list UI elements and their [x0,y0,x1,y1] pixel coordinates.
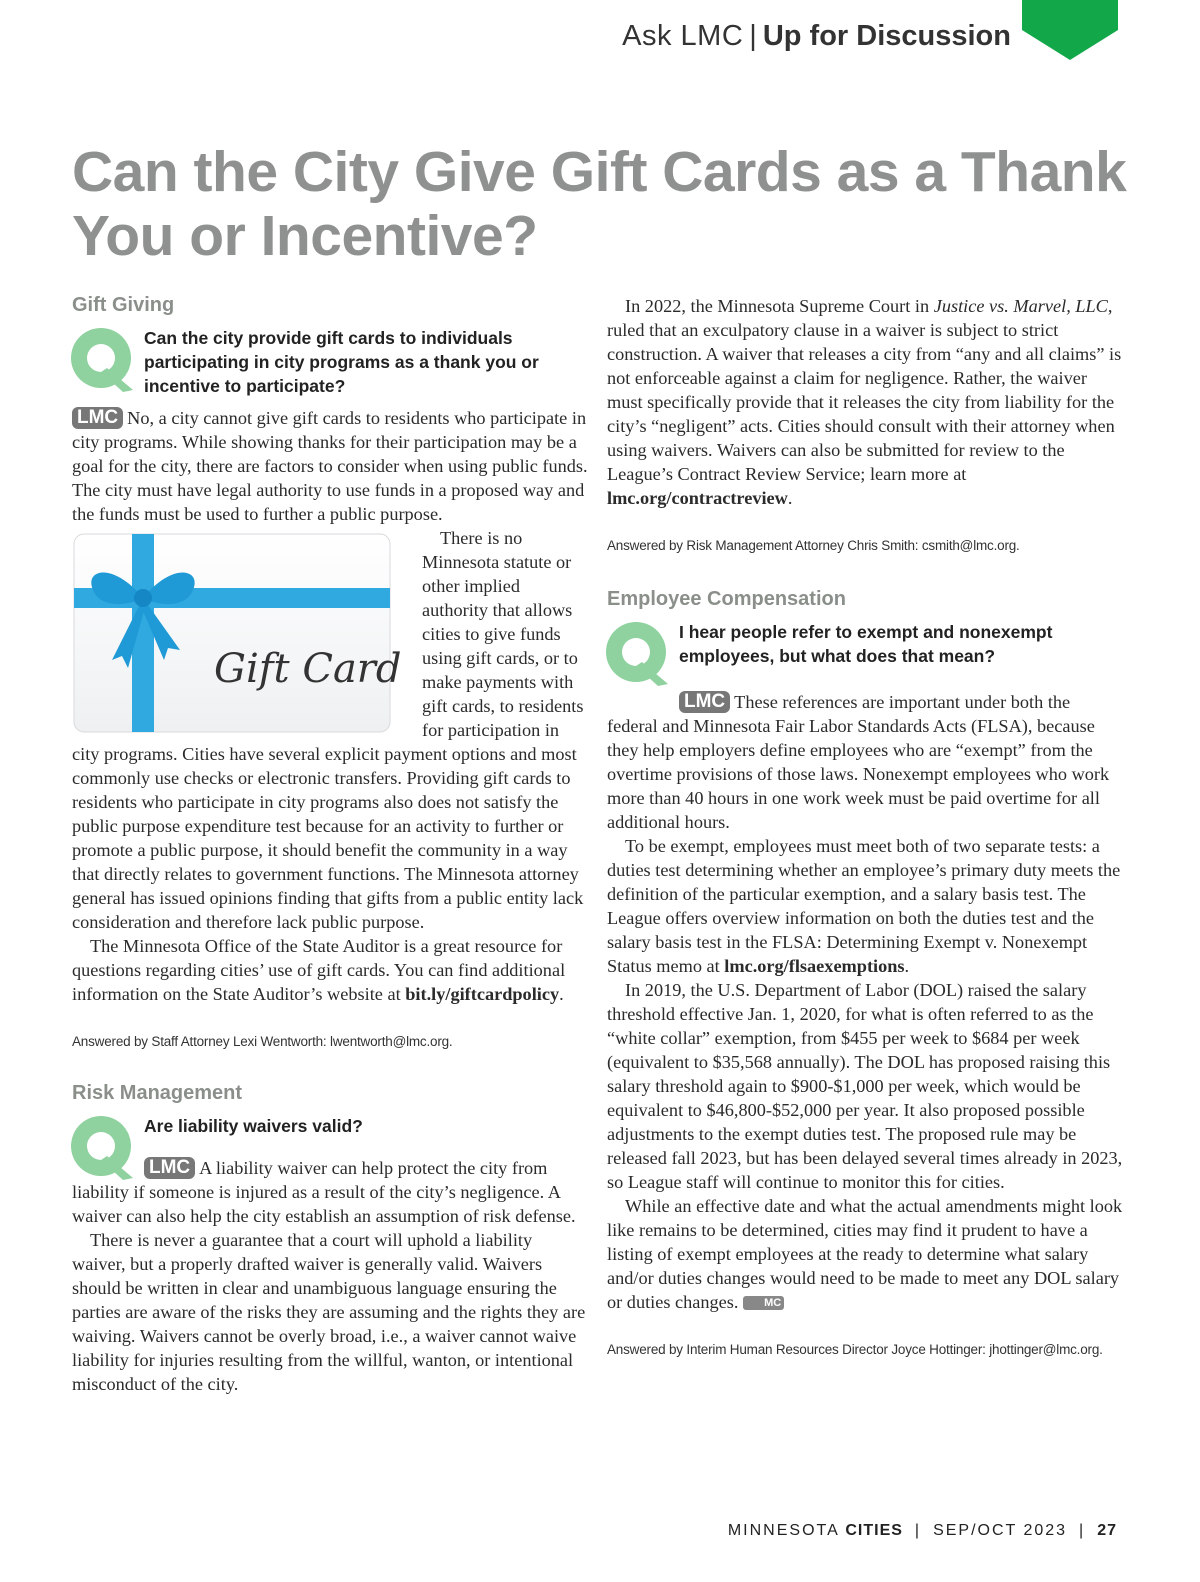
lmc-badge: LMC [72,407,123,429]
page-number: 27 [1097,1522,1117,1539]
comp-paragraph-4 [607,1194,1125,1314]
page-footer: MINNESOTA CITIES | SEP/OCT 2023 | 27 [727,1522,1117,1539]
giftcard-policy-link[interactable]: bit.ly/giftcardpolicy [405,984,560,1004]
comp-p4-text: While an effective date and what the actual amendments might look like remains to be determined, cities may find it prudent to have a listing of exempt employees at the ready to determine what salary and/or duties changes would need to be made to meet any DOL salary or duties changes. [607,1196,1123,1312]
section-heading-gift-giving: Gift Giving [72,294,175,316]
end-mark-icon: MC [743,1296,784,1310]
gift-giving-p3-text: The Minnesota Office of the State Auditor is a great resource for questions regarding cities’ use of gift cards. You can find additional information on the State Auditor’s website at [72,936,566,1004]
header-section: Ask LMC [622,20,744,52]
question-gift-giving [72,326,588,398]
right-column [607,294,1125,1362]
lmc-badge: LMC [144,1157,195,1179]
answer-employee-compensation [607,690,1125,834]
lmc-badge: LMC [679,691,730,713]
header-subsection: Up for Discussion [762,20,1011,52]
question-text: Can the city provide gift cards to individuals participating in city programs as a thank you or incentive to participate? [144,328,539,396]
question-risk-management [72,1114,588,1150]
question-text: I hear people refer to exempt and nonexempt employees, but what does that mean? [679,622,1053,666]
credit-gift-giving: Answered by Staff Attorney Lexi Wentworth: lwentworth@lmc.org. [72,1034,453,1049]
question-text: Are liability waivers valid? [144,1116,363,1136]
answer-intro-text: These references are important under both the federal and Minnesota Fair Labor Standards Acts (FLSA), because they help employers define employees who are “exempt” from the overtime provisions of those laws. Nonexempt employees who work more than 40 hours in one work week must be paid overtime for all additional hours. [607,692,1110,832]
section-heading-risk-management: Risk Management [72,1082,243,1104]
answer-gift-giving [72,406,588,526]
flsa-exemptions-link[interactable]: lmc.org/flsaexemptions [724,956,905,976]
issue-date: SEP/OCT 2023 [933,1522,1068,1539]
publication-name-b: CITIES [845,1522,903,1539]
publication-name-a: MINNESOTA [727,1522,839,1539]
gift-card-wrap [72,526,588,934]
answer-intro-text: No, a city cannot give gift cards to residents who participate in city programs. While showing thanks for their participation may be a goal for the city, there are factors to consider when using public funds. The city must have legal authority to use funds in a proposed way and the funds must be used to further a public purpose. [72,408,588,524]
comp-p2-text: To be exempt, employees must meet both of two separate tests: a duties test determining whether an employee’s primary duty meets the definition of the particular exemption, and a salary basis test. The League offers overview information on both the duties test and the salary basis test in the FLSA: Determining Exempt v. Nonexempt Status memo at [607,836,1121,976]
credit-employee-compensation: Answered by Interim Human Resources Director Joyce Hottinger: jhottinger@lmc.org. [607,1342,1103,1357]
comp-paragraph-3: In 2019, the U.S. Department of Labor (DOL) raised the salary threshold effective Jan. 1, 2020, for what is often referred to as the “white collar” exemption, from $455 per week to $684 per week (equivalent to $35,568 annually). The DOL has proposed raising this salary threshold again to $900-$1,000 per week, which would be equivalent to $46,800-$52,000 per year. It also proposed possible adjustments to the exempt duties test. The proposed rule may be released fall 2023, but has been delayed several times already in 2023, so League staff will continue to monitor this for cities. [607,980,1123,1192]
risk-p3-a: In 2022, the Minnesota Supreme Court in [625,296,934,316]
q-icon [69,1114,137,1182]
q-icon [604,620,672,688]
risk-paragraph-3 [607,294,1125,510]
green-tab-icon [1022,0,1118,60]
case-name: Justice vs. Marvel, LLC [933,296,1108,316]
question-employee-compensation [607,620,1125,682]
answer-risk-management [72,1156,588,1228]
answer-intro-text: A liability waiver can help protect the city from liability if someone is injured as a result of the city’s negligence. A waiver can also help the city establish an assumption of risk defense. [72,1158,576,1226]
gift-giving-paragraph-2: There is no Minnesota statute or other implied authority that allows cities to give funds using gift cards, or to make payments with gift cards, to residents for participation in city programs. Cities have several explicit payment options and most commonly use checks or electronic transfers. Providing gift cards to residents who participate in city programs also does not satisfy the public purpose expenditure test because for an activity to further or promote a public purpose, it should benefit the community in a way that directly relates to government functions. The Minnesota attorney general has issued opinions finding that gifts from a public entity lack consideration and therefore lack public purpose. [72,528,584,932]
credit-risk-management: Answered by Risk Management Attorney Chris Smith: csmith@lmc.org. [607,538,1020,553]
running-header [622,20,1011,53]
page-title: Can the City Give Gift Cards as a Thank You or Incentive? [72,140,1127,268]
contract-review-link[interactable]: lmc.org/contractreview [607,488,788,508]
section-heading-employee-compensation: Employee Compensation [607,588,846,610]
comp-paragraph-2 [607,834,1125,978]
gift-giving-paragraph-3 [72,934,588,1006]
comp-p2-end: . [904,956,910,976]
gift-card-caption: Gift Card [214,646,402,692]
q-icon [69,326,137,394]
header-separator: | [749,20,757,52]
risk-p3-b: , ruled that an exculpatory clause in a waiver is subject to strict construction. A waiver that releases a city from “any and all claims” is not enforceable against a claim for negligence. Rather, the waiver must specifically provide that it releases the city from liability for the city’s “negligent” acts. Cities should consult with their attorney when using waivers. Waivers can also be submitted for review to the League’s Contract Review Service; learn more at [607,296,1122,484]
gift-giving-p3-end: . [559,984,564,1004]
gift-card-image [72,530,418,736]
left-column [72,292,588,1396]
risk-paragraph-2: There is never a guarantee that a court will uphold a liability waiver, but a properly drafted waiver is generally valid. Waivers should be written in clear and unambiguous language ensuring the parties are aware of the risks they are assuming and the rights they are waiving. Waivers cannot be overly broad, i.e., a waiver cannot waive liability for injuries resulting from the willful, wanton, or intentional misconduct of the city. [72,1230,586,1394]
risk-p3-end: . [787,488,793,508]
